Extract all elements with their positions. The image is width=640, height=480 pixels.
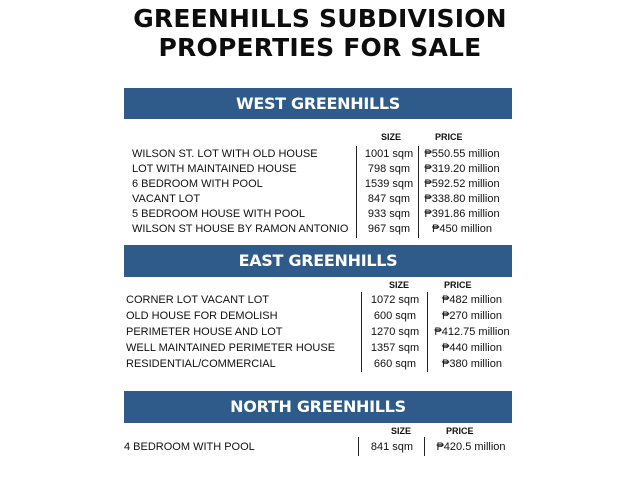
section-banner-east: EAST GREENHILLS (124, 245, 512, 277)
page-title-line-2: PROPERTIES FOR SALE (158, 33, 482, 62)
property-name: RESIDENTIAL/COMMERCIAL (126, 358, 276, 370)
property-size: 933 sqm (367, 208, 411, 220)
property-name: 4 BEDROOM WITH POOL (124, 441, 255, 453)
section-banner-north: NORTH GREENHILLS (124, 391, 512, 423)
property-size: 841 sqm (370, 441, 414, 453)
size-column-header-east: SIZE (389, 280, 410, 290)
size-column-divider-west (356, 146, 357, 238)
property-price: ₱319.20 million (424, 163, 500, 175)
property-price: ₱450 million (432, 223, 492, 235)
property-price: ₱338.80 million (424, 193, 500, 205)
property-size: 1357 sqm (370, 342, 420, 354)
property-price: ₱550.55 million (424, 148, 500, 160)
property-name: WELL MAINTAINED PERIMETER HOUSE (126, 342, 336, 354)
property-name: PERIMETER HOUSE AND LOT (126, 326, 283, 338)
property-price: ₱270 million (442, 310, 502, 322)
property-name: WILSON ST. LOT WITH OLD HOUSE (132, 148, 318, 160)
property-name: VACANT LOT (132, 193, 201, 205)
property-price: ₱482 million (442, 294, 502, 306)
property-size: 1539 sqm (364, 178, 414, 190)
property-name: 5 BEDROOM HOUSE WITH POOL (132, 208, 305, 220)
price-column-header-east: PRICE (444, 280, 472, 290)
property-size: 967 sqm (367, 223, 411, 235)
property-size: 847 sqm (367, 193, 411, 205)
price-column-header-west: PRICE (435, 132, 463, 142)
property-name: LOT WITH MAINTAINED HOUSE (132, 163, 297, 175)
page-title-line-1: GREENHILLS SUBDIVISION (133, 4, 507, 33)
property-price: ₱412.75 million (434, 326, 510, 338)
property-name: CORNER LOT VACANT LOT (126, 294, 270, 306)
price-column-divider-north (424, 437, 425, 456)
property-size: 798 sqm (367, 163, 411, 175)
property-name: WILSON ST HOUSE BY RAMON ANTONIO (132, 223, 349, 235)
property-name: 6 BEDROOM WITH POOL (132, 178, 263, 190)
property-price: ₱420.5 million (436, 441, 506, 453)
size-column-header-west: SIZE (381, 132, 402, 142)
size-column-divider-north (358, 437, 359, 456)
property-size: 600 sqm (373, 310, 417, 322)
property-size: 660 sqm (373, 358, 417, 370)
size-column-divider-east (361, 292, 362, 372)
size-column-header-north: SIZE (391, 426, 412, 436)
price-column-divider-west (418, 146, 419, 238)
price-column-header-north: PRICE (446, 426, 474, 436)
property-price: ₱391.86 million (424, 208, 500, 220)
section-banner-west: WEST GREENHILLS (124, 88, 512, 119)
property-size: 1270 sqm (370, 326, 420, 338)
property-name: OLD HOUSE FOR DEMOLISH (126, 310, 278, 322)
price-column-divider-east (427, 292, 428, 372)
property-price: ₱380 million (442, 358, 502, 370)
property-size: 1001 sqm (364, 148, 414, 160)
property-price: ₱592.52 million (424, 178, 500, 190)
property-price: ₱440 million (442, 342, 502, 354)
property-size: 1072 sqm (370, 294, 420, 306)
